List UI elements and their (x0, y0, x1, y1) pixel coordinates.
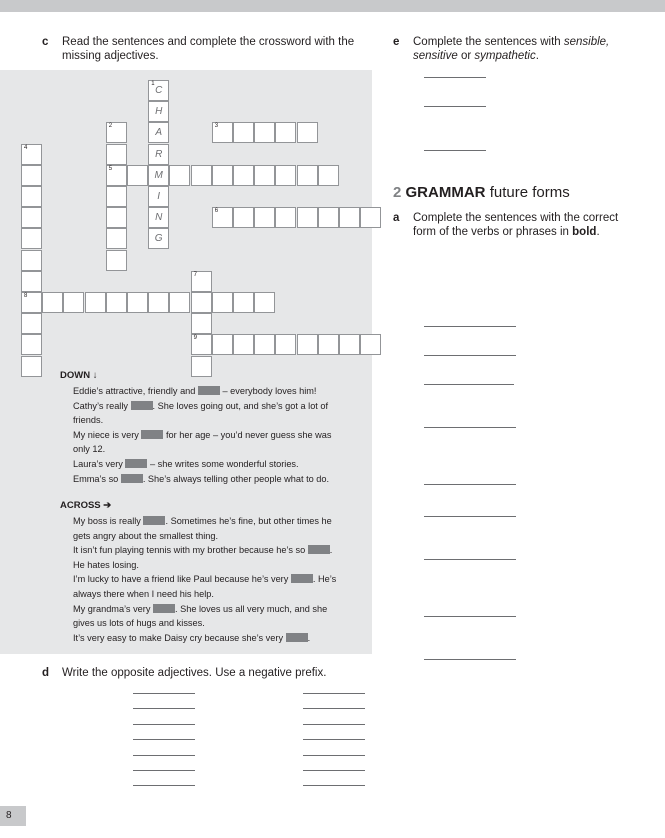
crossword-cell[interactable] (148, 165, 169, 186)
crossword-cell[interactable] (106, 207, 127, 228)
section-letter: c (42, 36, 49, 48)
instruction-bold: bold (572, 226, 597, 238)
crossword-cell[interactable] (148, 122, 169, 143)
cell-letter: I (157, 191, 161, 202)
crossword-cell[interactable] (254, 165, 275, 186)
opposite-item (48, 775, 195, 790)
crossword-cell[interactable] (318, 207, 339, 228)
crossword-cell[interactable] (275, 207, 296, 228)
down-heading (60, 370, 97, 381)
cell-letter: G (154, 233, 163, 245)
crossword-cell[interactable] (297, 207, 318, 228)
crossword-cell[interactable] (339, 334, 360, 355)
opposite-item (213, 760, 365, 775)
crossword-cell[interactable] (169, 292, 190, 313)
clue-text (73, 428, 365, 457)
clue-after: . (329, 545, 333, 556)
crossword-cell[interactable] (21, 271, 42, 292)
clue-number: 2 (108, 123, 113, 130)
crossword-cell[interactable] (106, 165, 127, 186)
crossword-cell[interactable] (42, 292, 63, 313)
clue-text (73, 572, 365, 601)
across-heading (60, 500, 111, 511)
clue-number: 4 (24, 144, 28, 151)
clue-number: 3 (214, 123, 219, 130)
answer-line[interactable] (424, 607, 516, 617)
answer-line[interactable] (303, 683, 365, 694)
crossword-cell[interactable] (339, 207, 360, 228)
clue-line2: gets angry about the smallest thing. (73, 530, 219, 541)
answer-line[interactable] (133, 698, 195, 709)
instruction-line: Complete the sentences with the correct (413, 212, 619, 224)
item-text (424, 533, 516, 562)
opposite-item (48, 745, 195, 760)
crossword-cell[interactable] (360, 334, 381, 355)
crossword-cell[interactable] (254, 292, 275, 313)
answer-box (125, 459, 147, 468)
clue-text (73, 384, 365, 399)
section-c-heading (42, 35, 372, 65)
clue-number: 6 (214, 208, 219, 215)
clue-before: My grandma’s very (73, 603, 153, 614)
crossword-cell[interactable] (233, 334, 254, 355)
crossword-cell[interactable] (191, 356, 212, 377)
clue-before: I’m lucky to have a friend like Paul because he’s very (73, 574, 291, 585)
instruction-text: form of the verbs or phrases in (413, 226, 573, 238)
answer-line[interactable] (303, 760, 365, 771)
grammar-title (393, 184, 570, 201)
instruction-italic: sympathetic (474, 50, 536, 62)
answer-box (143, 516, 165, 525)
opposite-item (213, 775, 365, 790)
clue-after: . She loves going out, and she’s got a lot of (152, 400, 329, 411)
crossword-cell[interactable] (21, 165, 42, 186)
section-letter: d (42, 667, 50, 679)
crossword-cell[interactable] (297, 122, 318, 143)
clue-text (73, 543, 365, 572)
instruction-italic: sensitive (413, 50, 458, 62)
crossword-cell[interactable] (275, 122, 296, 143)
crossword-cell[interactable] (127, 292, 148, 313)
crossword-cell[interactable] (21, 356, 42, 377)
clue-number: 8 (24, 293, 28, 299)
clue-text (73, 631, 365, 646)
clue-line2: friends. (73, 415, 104, 426)
cell-letter: A (155, 127, 163, 139)
grammar-word: GRAMMAR (405, 184, 486, 201)
crossword-cell[interactable] (169, 165, 190, 186)
crossword-cell[interactable] (318, 334, 339, 355)
crossword-cell[interactable] (233, 122, 254, 143)
item-text (424, 286, 516, 330)
clue-after: . Sometimes he’s fine, but other times he (165, 516, 332, 526)
grammar-number: 2 (393, 184, 402, 201)
clue-before: My boss is really (73, 516, 144, 526)
crossword-cell[interactable] (297, 334, 318, 355)
clue-after: – she writes some wonderful stories. (147, 459, 299, 469)
crossword-cell[interactable] (148, 101, 169, 122)
cell-letter: R (155, 148, 163, 160)
crossword-cell[interactable] (148, 186, 169, 207)
section-a-heading (393, 211, 653, 241)
crossword-cell[interactable] (21, 144, 42, 165)
crossword-cell[interactable] (191, 292, 212, 313)
answer-line[interactable] (303, 729, 365, 740)
clue-after: for her age – you’d never guess she was (163, 429, 332, 440)
instruction-text: Complete the sentences with (413, 36, 564, 48)
answer-box (153, 604, 175, 613)
crossword-cell[interactable] (275, 334, 296, 355)
crossword-cell[interactable] (191, 165, 212, 186)
answer-line[interactable] (133, 760, 195, 771)
instruction-text: or (457, 50, 475, 62)
crossword-cell[interactable] (148, 207, 169, 228)
cell-letter: H (155, 106, 163, 118)
item-text (424, 329, 516, 358)
sentence-item (412, 139, 652, 183)
sentence-item (405, 358, 655, 402)
opposite-item (48, 760, 195, 775)
answer-line[interactable] (424, 68, 486, 78)
crossword-cell[interactable] (63, 292, 84, 313)
answer-line[interactable] (303, 714, 365, 725)
crossword-cell[interactable] (360, 207, 381, 228)
clue-after: . She’s always telling other people what to do. (142, 473, 330, 484)
sentence-item (405, 401, 655, 445)
section-letter: a (393, 212, 400, 224)
answer-line[interactable] (133, 775, 195, 786)
crossword-cell[interactable] (254, 207, 275, 228)
answer-line[interactable] (133, 745, 195, 756)
crossword-cell[interactable] (106, 122, 127, 143)
item-text (424, 358, 514, 387)
answer-line[interactable] (424, 550, 516, 560)
sentence-item (405, 576, 655, 620)
clue-number: 7 (193, 271, 197, 278)
crossword-cell[interactable] (148, 144, 169, 165)
answer-box (141, 430, 163, 439)
crossword-cell[interactable] (233, 165, 254, 186)
item-text (424, 139, 486, 154)
opposite-item (48, 698, 195, 713)
answer-line[interactable] (424, 475, 516, 485)
crossword-cell[interactable] (318, 165, 339, 186)
crossword-cell[interactable] (191, 313, 212, 334)
clue-number: 1 (151, 81, 155, 87)
crossword-cell[interactable] (85, 292, 106, 313)
answer-line[interactable] (133, 683, 195, 694)
crossword-cell[interactable] (106, 144, 127, 165)
answer-line[interactable] (303, 745, 365, 756)
sentence-item (405, 533, 655, 577)
opposite-item (213, 729, 365, 744)
answer-line[interactable] (424, 97, 486, 107)
clue-line2: only 12. (73, 444, 106, 455)
sentence-item (405, 243, 655, 287)
clue-before: Cathy’s really (73, 400, 131, 411)
clue-before: Eddie’s attractive, friendly and (73, 386, 198, 396)
crossword-cell[interactable] (275, 165, 296, 186)
answer-box (308, 545, 330, 554)
clue-text (73, 457, 365, 472)
answer-line[interactable] (424, 346, 516, 356)
crossword-cell[interactable] (148, 228, 169, 249)
sentence-item (405, 444, 655, 488)
clue-before: It isn’t fun playing tennis with my brother because he’s so (73, 545, 308, 556)
crossword-cell[interactable] (148, 80, 169, 101)
opposite-item (48, 729, 195, 744)
cell-letter: M (154, 169, 163, 181)
crossword-cell[interactable] (106, 228, 127, 249)
crossword-cell[interactable] (254, 334, 275, 355)
answer-line[interactable] (424, 650, 516, 660)
answer-line[interactable] (303, 698, 365, 709)
answer-box (131, 401, 153, 410)
crossword-cell[interactable] (254, 122, 275, 143)
top-bar (0, 0, 665, 12)
section-letter: e (393, 36, 400, 48)
crossword-cell[interactable] (212, 334, 233, 355)
answer-line[interactable] (424, 418, 516, 428)
answer-box (291, 574, 313, 583)
item-text (424, 66, 486, 81)
cell-letter: N (155, 212, 163, 224)
crossword-cell[interactable] (212, 292, 233, 313)
sentence-item (405, 619, 655, 663)
answer-line[interactable] (424, 507, 516, 517)
crossword-cell[interactable] (21, 228, 42, 249)
across-title: ACROSS (60, 500, 101, 511)
down-arrow-icon: ↓ (92, 370, 98, 381)
crossword-cell[interactable] (21, 292, 42, 313)
instruction-text: . (596, 226, 600, 238)
opposite-item (213, 698, 365, 713)
crossword-cell[interactable] (191, 271, 212, 292)
crossword-cell[interactable] (233, 207, 254, 228)
clue-text (73, 472, 365, 487)
down-title: DOWN (60, 370, 91, 381)
opposite-item (48, 683, 195, 698)
clue-number: 5 (108, 165, 113, 172)
crossword-cell[interactable] (106, 186, 127, 207)
answer-line[interactable] (303, 775, 365, 786)
answer-line[interactable] (133, 729, 195, 740)
crossword-cell[interactable] (127, 165, 148, 186)
answer-box (286, 633, 308, 642)
crossword-panel (0, 70, 372, 654)
clue-line2: gives us lots of hugs and kisses. (73, 618, 205, 629)
clue-before: My niece is very (73, 429, 142, 440)
item-text (424, 576, 516, 620)
clue-line2: always there when I need his help. (73, 588, 214, 599)
crossword-cell[interactable] (212, 122, 233, 143)
crossword-cell[interactable] (21, 313, 42, 334)
sentence-item (405, 286, 655, 330)
instruction-text: . (535, 50, 539, 62)
section-e-heading (393, 35, 653, 65)
cell-letter: C (155, 85, 163, 96)
page-number: 8 (0, 806, 26, 826)
clue-after: . She loves us all very much, and she (175, 603, 328, 614)
crossword-cell[interactable] (106, 250, 127, 271)
crossword-cell[interactable] (21, 250, 42, 271)
sentence-item (412, 95, 652, 139)
across-arrow-icon: ➔ (103, 500, 112, 511)
answer-line[interactable] (424, 141, 486, 151)
grammar-subtitle: future forms (489, 184, 570, 201)
clue-after: . (307, 632, 311, 643)
instruction-line: Read the sentences and complete the crossword with the (62, 36, 355, 48)
answer-line[interactable] (424, 317, 516, 327)
clue-line2: He hates losing. (73, 559, 139, 570)
crossword-cell[interactable] (21, 186, 42, 207)
clue-after: – everybody loves him! (219, 386, 317, 396)
clue-text (73, 399, 365, 428)
clue-number: 9 (193, 335, 197, 342)
opposite-item (213, 745, 365, 760)
clue-text (73, 514, 365, 543)
answer-line[interactable] (133, 714, 195, 725)
item-text (424, 619, 516, 663)
clue-after: . He’s (312, 574, 337, 585)
instruction-italic: sensible, (563, 36, 610, 48)
section-d-heading (42, 666, 372, 680)
crossword-cell[interactable] (297, 165, 318, 186)
crossword-cell[interactable] (21, 334, 42, 355)
instruction-line: missing adjectives. (62, 50, 159, 62)
clue-before: Emma’s so (73, 473, 121, 484)
crossword-cell[interactable] (148, 292, 169, 313)
opposite-item (213, 714, 365, 729)
instruction-line: Write the opposite adjectives. Use a negative prefix. (62, 667, 327, 679)
crossword-cell[interactable] (212, 165, 233, 186)
sentence-item (405, 490, 655, 534)
answer-box (121, 474, 143, 483)
item-text (424, 490, 516, 519)
opposite-item (48, 714, 195, 729)
answer-line[interactable] (424, 375, 514, 385)
clue-before: It’s very easy to make Daisy cry because she’s very (73, 632, 286, 643)
crossword-cell[interactable] (106, 292, 127, 313)
opposite-item (213, 683, 365, 698)
item-text (424, 444, 516, 488)
crossword-cell[interactable] (212, 207, 233, 228)
crossword-cell[interactable] (233, 292, 254, 313)
crossword-cell[interactable] (21, 207, 42, 228)
item-text (424, 401, 516, 430)
item-text (424, 95, 486, 124)
answer-box (198, 386, 220, 395)
clue-text (73, 602, 365, 631)
crossword-cell[interactable] (191, 334, 212, 355)
clue-before: Laura’s very (73, 459, 126, 469)
